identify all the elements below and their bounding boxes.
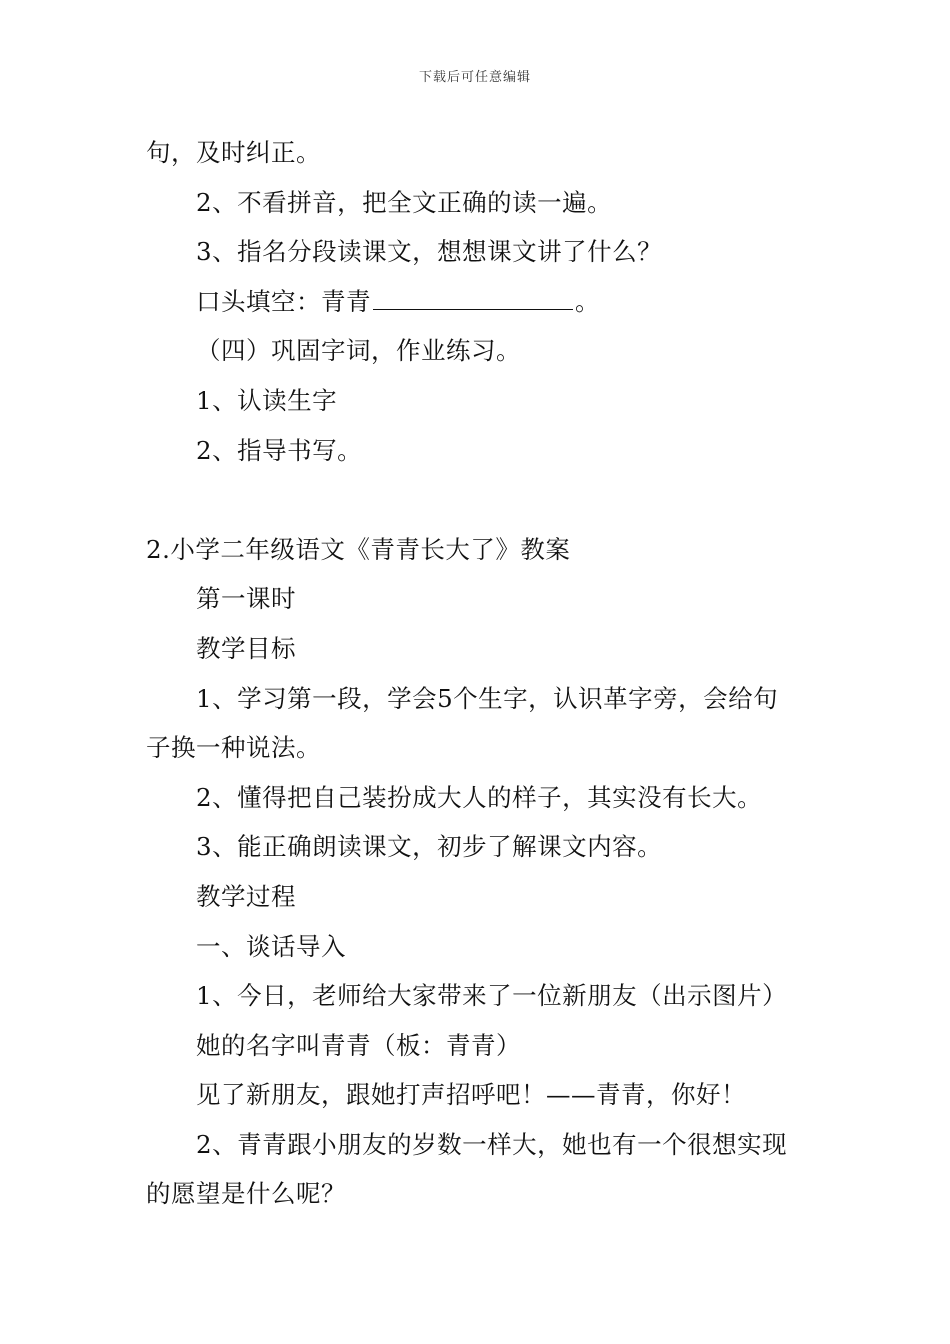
document-body: [146, 128, 814, 1219]
paragraph-line: 1、学习第一段，学会5个生字，认识革字旁，会给句: [196, 683, 779, 713]
blank-line: [146, 475, 814, 525]
paragraph-line: 2、不看拼音，把全文正确的读一遍。: [196, 187, 613, 217]
paragraph-line: 2、青青跟小朋友的岁数一样大，她也有一个很想实现: [196, 1129, 788, 1159]
paragraph-line: 句，及时纠正。: [146, 138, 321, 167]
section-heading: （四）巩固字词，作业练习。: [196, 336, 521, 366]
paragraph-line: 见了新朋友，跟她打声招呼吧！——青青，你好！: [196, 1080, 746, 1110]
paragraph-line: 她的名字叫青青（板：青青）: [196, 1030, 521, 1060]
fill-in-end: 。: [575, 286, 600, 316]
blank-underline: [373, 289, 573, 310]
paragraph-line: 2、懂得把自己装扮成大人的样子，其实没有长大。: [196, 782, 763, 812]
paragraph-line: 2、指导书写。: [196, 435, 363, 465]
paragraph-line: 1、今日，老师给大家带来了一位新朋友（出示图片）: [196, 981, 788, 1011]
fill-in-blank-line: [146, 277, 814, 327]
paragraph-line: 子换一种说法。: [146, 733, 321, 763]
paragraph-line: 3、能正确朗读课文，初步了解课文内容。: [196, 832, 663, 862]
section-heading: 一、谈话导入: [196, 931, 346, 961]
lesson-heading: 第一课时: [196, 584, 296, 614]
section-heading: 教学过程: [196, 881, 296, 911]
paragraph-line: 1、认读生字: [196, 385, 338, 415]
fill-in-prompt: 口头填空：青青: [196, 286, 371, 316]
paragraph-line: 3、指名分段读课文，想想课文讲了什么？: [196, 237, 663, 267]
document-title: 2.小学二年级语文《青青长大了》教案: [146, 534, 571, 564]
page-header: 下载后可任意编辑: [418, 70, 531, 85]
section-heading: 教学目标: [196, 633, 296, 663]
paragraph-line: 的愿望是什么呢？: [146, 1179, 346, 1209]
